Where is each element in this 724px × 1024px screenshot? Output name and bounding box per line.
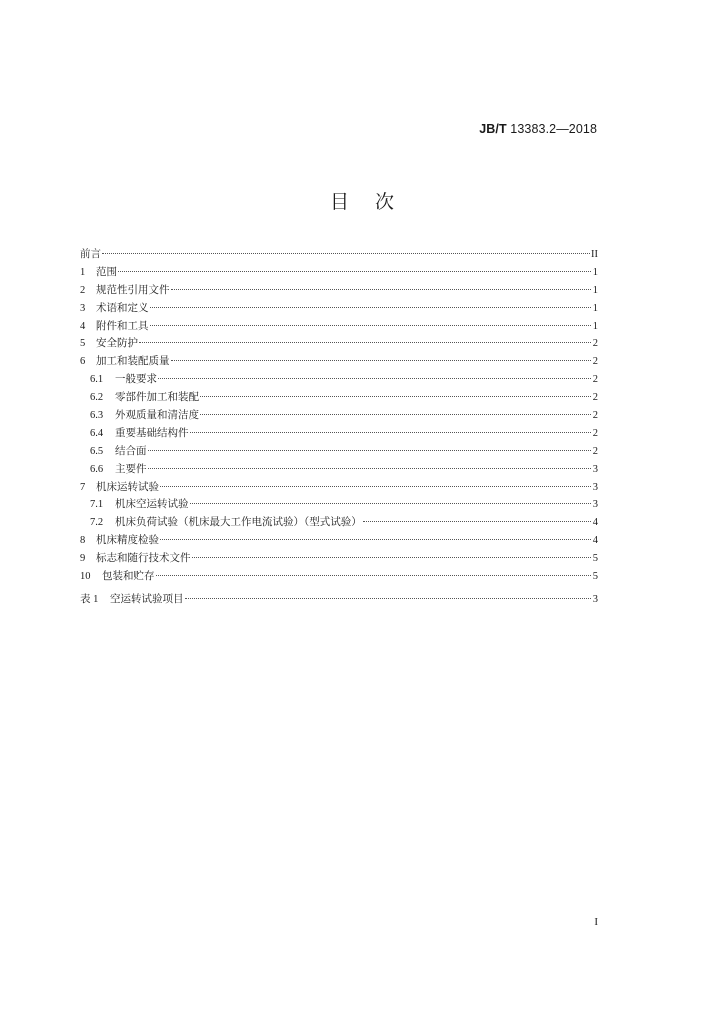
toc-entry-number: 5 [80,338,86,350]
toc-entry-page: 3 [592,463,598,475]
dot-leader [139,342,591,343]
toc-entry-page: 5 [592,571,598,583]
toc-entry-number: 8 [80,535,86,547]
toc-entry-packaging-storage[interactable] [80,568,598,586]
toc-entry-number: 2 [80,284,86,296]
toc-entry-number: 6 [80,356,86,368]
toc-title: 目次 [329,191,420,213]
toc-entry-page: 1 [592,302,598,314]
toc-entry-number: 6.1 [90,374,104,386]
toc-entry-label: 主要件 [115,462,147,475]
standard-code [479,121,597,137]
standard-prefix: JB/T [479,122,507,136]
toc-entry-marking-documents[interactable] [80,550,598,568]
dot-leader [192,557,592,558]
toc-entry-number: 7.2 [90,517,104,529]
toc-entry-number: 7 [80,481,86,493]
toc-entry-label: 附件和工具 [96,319,149,332]
toc-entry-main-parts[interactable] [80,461,598,479]
toc-entry-number: 6.6 [90,463,104,475]
toc-entry-label: 规范性引用文件 [96,283,170,296]
dot-leader [118,271,591,272]
table-entry-page: 3 [592,594,598,605]
toc-entry-joint-surfaces[interactable] [80,443,598,461]
toc-entry-label: 安全防护 [96,337,138,350]
toc-entry-label: 机床运转试验 [96,480,159,493]
toc-entry-machining-assembly-quality[interactable] [80,353,598,371]
toc-entry-number: 3 [80,302,86,314]
toc-entry-number: 4 [80,320,86,332]
dot-leader [148,450,592,451]
dot-leader [148,468,592,469]
dot-leader [160,486,591,487]
toc-entry-label: 术语和定义 [96,301,149,314]
toc-entry-number: 10 [80,571,91,583]
toc-entry-page: 2 [592,338,598,350]
toc-entry-label: 零部件加工和装配 [115,391,199,404]
dot-leader [171,289,592,290]
toc-entry-parts-machining-assembly[interactable] [80,389,598,407]
toc-entry-page: 3 [592,481,598,493]
toc-entry-page: 2 [592,374,598,386]
toc-entry-label: 加工和装配质量 [96,355,170,368]
dot-leader [102,253,590,254]
page-number: I [594,916,598,928]
toc-entry-label: 一般要求 [115,373,157,386]
dot-leader [158,378,591,379]
toc-entry-page: 1 [592,266,598,278]
toc-entry-page: 4 [592,517,598,529]
toc-entry-number: 1 [80,266,86,278]
dot-leader [190,503,592,504]
dot-leader [190,432,592,433]
toc-entry-page: 2 [592,427,598,439]
toc-entry-page: 4 [592,535,598,547]
dot-leader [150,307,592,308]
dot-leader [171,360,592,361]
toc-entry-label: 结合面 [115,444,147,457]
toc-entry-label: 机床精度检验 [96,534,159,547]
dot-leader [200,396,591,397]
toc-entry-normative-references[interactable] [80,282,598,300]
toc-entry-idle-run-test[interactable] [80,496,598,514]
toc-entry-terms-definitions[interactable] [80,300,598,318]
toc-entry-label: 标志和随行技术文件 [96,552,191,565]
toc-entry-label: 机床负荷试验（机床最大工作电流试验）（型式试验） [115,516,362,529]
dot-leader [185,598,592,599]
toc-entry-label: 包装和贮存 [102,570,155,583]
toc-entry-page: 2 [592,445,598,457]
toc-entry-label: 重要基础结构件 [115,426,189,439]
dot-leader [160,539,591,540]
toc-entry-important-structural-parts[interactable] [80,425,598,443]
toc-entry-label: 机床空运转试验 [115,498,189,511]
toc-entry-accessories-tools[interactable] [80,318,598,336]
standard-number: 13383.2—2018 [506,122,597,136]
toc-entry-page: 3 [592,499,598,511]
toc-entry-number: 6.5 [90,445,104,457]
toc-entry-label: 前言 [80,248,101,260]
toc-entry-load-test[interactable] [80,514,598,532]
toc-entry-number: 7.1 [90,499,104,511]
toc-entry-page: 2 [592,356,598,368]
toc-entry-number: 6.3 [90,410,104,422]
dot-leader [363,521,591,522]
toc-entry-appearance-cleanliness[interactable] [80,407,598,425]
toc-entry-safety-protection[interactable] [80,335,598,353]
toc-entry-number: 6.4 [90,427,104,439]
table-entry-label: 空运转试验项目 [110,593,184,605]
toc-entry-foreword[interactable] [80,246,598,264]
toc-entry-label: 外观质量和清洁度 [115,409,199,422]
toc-entry-scope[interactable] [80,264,598,282]
table-of-contents [80,246,598,586]
toc-entry-number: 9 [80,553,86,565]
toc-entry-number: 6.2 [90,392,104,404]
toc-entry-page: 1 [592,320,598,332]
table-entry-idle-run-items[interactable] [80,591,598,609]
toc-entry-page: 5 [592,553,598,565]
toc-entry-page: 2 [592,410,598,422]
toc-entry-label: 范围 [96,265,117,278]
toc-entry-operation-tests[interactable] [80,479,598,497]
toc-entry-page: 2 [592,392,598,404]
toc-entry-page: 1 [592,284,598,296]
toc-entry-page: II [591,249,598,260]
toc-entry-accuracy-inspection[interactable] [80,532,598,550]
dot-leader [156,575,592,576]
dot-leader [200,414,591,415]
dot-leader [150,325,592,326]
toc-entry-general-requirements[interactable] [80,371,598,389]
list-of-tables [80,591,598,609]
table-entry-number: 表 1 [80,594,99,605]
